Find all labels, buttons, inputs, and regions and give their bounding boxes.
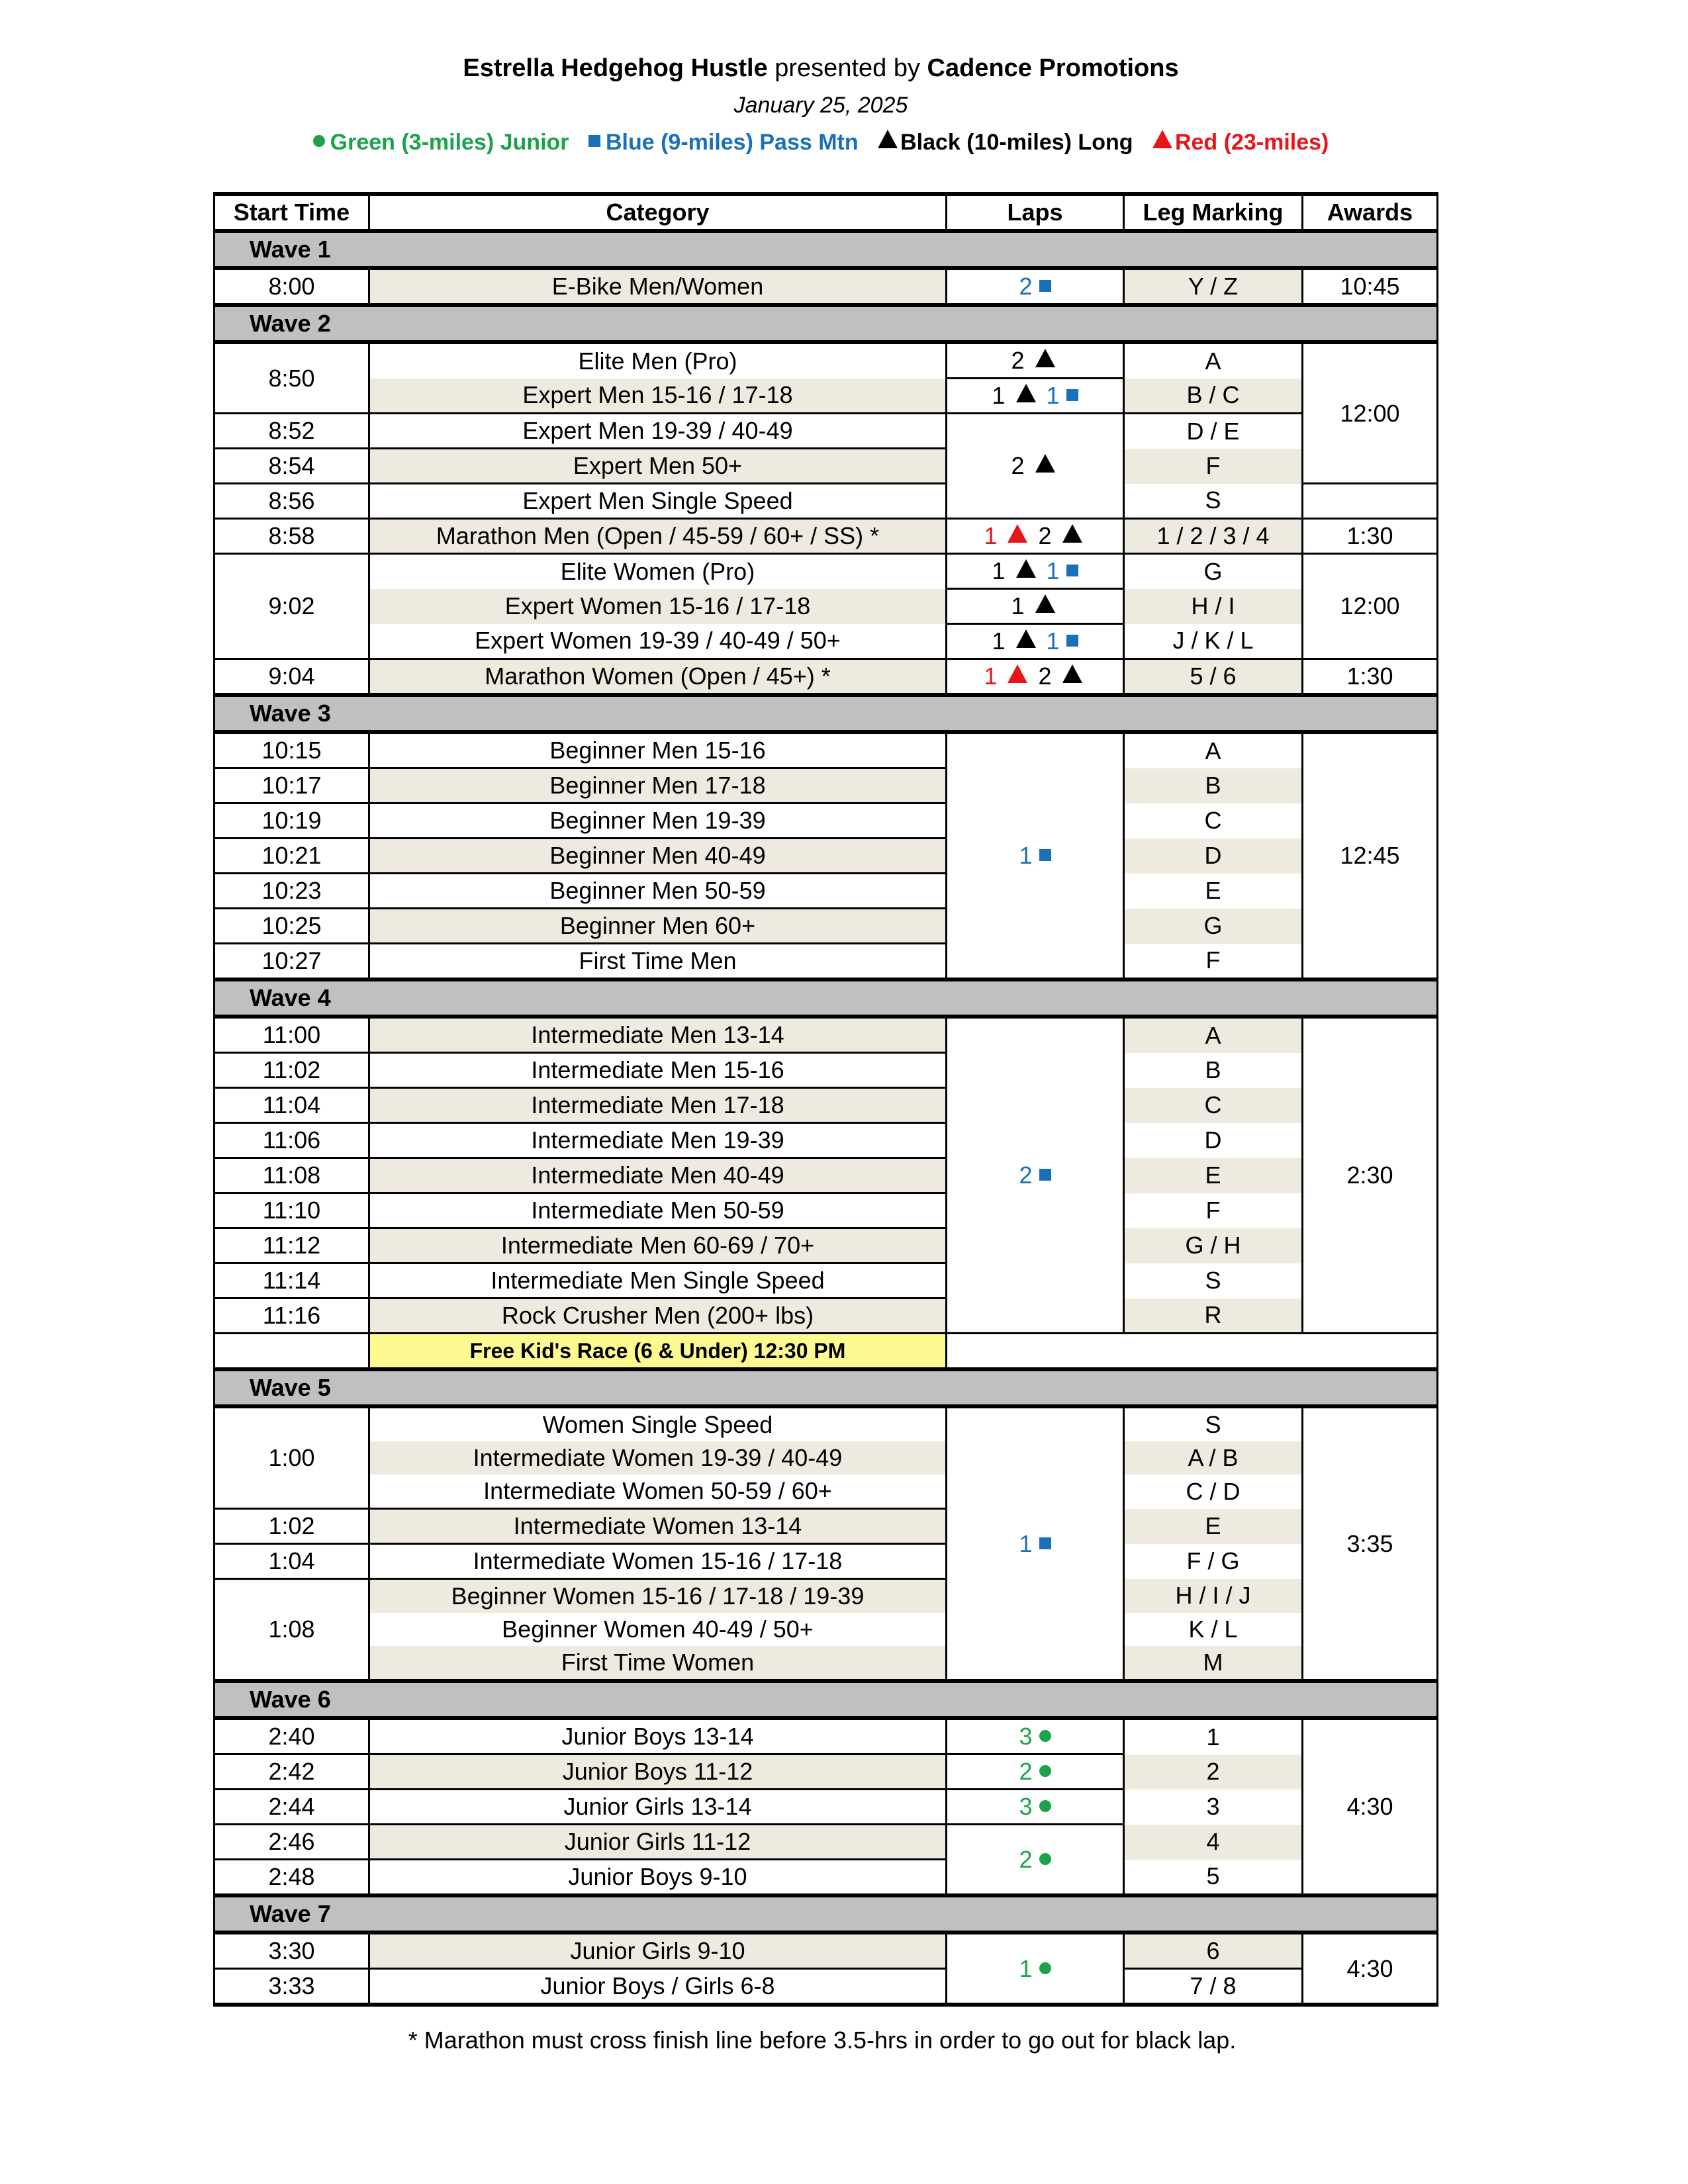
leg-marking: G: [1124, 554, 1303, 589]
laps: 1 2: [947, 519, 1124, 554]
triangle-icon: [1008, 664, 1027, 683]
leg-marking: 3: [1124, 1790, 1303, 1825]
column-header: Laps: [947, 194, 1124, 231]
circle-icon: [1039, 1853, 1051, 1865]
wave-label: Wave 1: [214, 231, 1438, 268]
table-row: [214, 1228, 1438, 1263]
category: Elite Women (Pro): [369, 554, 947, 589]
category: Elite Men (Pro): [369, 342, 947, 379]
square-icon: [1039, 280, 1051, 292]
leg-marking: D: [1124, 839, 1303, 874]
start-time: 8:54: [214, 449, 369, 484]
leg-marking: 5 / 6: [1124, 659, 1303, 696]
table-row: [214, 1263, 1438, 1298]
leg-marking: 1: [1124, 1718, 1303, 1754]
leg-marking: 7 / 8: [1124, 1969, 1303, 2005]
category: Intermediate Men 60-69 / 70+: [369, 1228, 947, 1263]
start-time: 10:21: [214, 839, 369, 874]
laps: 2: [947, 1825, 1124, 1896]
wave-label: Wave 6: [214, 1681, 1438, 1718]
leg-marking: S: [1124, 1406, 1303, 1441]
square-icon: [1039, 1537, 1051, 1549]
table-row: [214, 1193, 1438, 1228]
leg-marking: F: [1124, 944, 1303, 980]
leg-marking: S: [1124, 1263, 1303, 1298]
triangle-icon: [1152, 130, 1172, 148]
legend-green: Green (3-miles) Junior: [313, 130, 569, 155]
laps: 2: [947, 268, 1124, 305]
triangle-icon: [1016, 629, 1036, 648]
wave-label: Wave 3: [214, 695, 1438, 732]
start-time: 8:58: [214, 519, 369, 554]
table-row: [214, 342, 1438, 379]
triangle-icon: [1035, 349, 1055, 367]
table-row: [214, 874, 1438, 909]
category: Junior Boys 11-12: [369, 1754, 947, 1790]
awards: 1:30: [1303, 659, 1438, 696]
table-row: [214, 379, 1438, 414]
laps: 2: [947, 1017, 1124, 1334]
table-row: [214, 1475, 1438, 1509]
footnote: * Marathon must cross finish line before 3.5-hrs in order to go out for black lap.: [408, 2026, 1237, 2054]
laps: 2: [947, 342, 1124, 379]
start-time: 2:42: [214, 1754, 369, 1790]
table-row: [214, 1509, 1438, 1544]
category: Intermediate Men 13-14: [369, 1017, 947, 1053]
table-row: [214, 1441, 1438, 1475]
start-time: 11:14: [214, 1263, 369, 1298]
leg-marking: D / E: [1124, 414, 1303, 449]
leg-marking: E: [1124, 1158, 1303, 1193]
table-row: [214, 1790, 1438, 1825]
leg-marking: F: [1124, 449, 1303, 484]
category: Beginner Men 50-59: [369, 874, 947, 909]
category: Beginner Men 19-39: [369, 803, 947, 839]
start-time: 8:50: [214, 342, 369, 414]
category: Junior Boys 9-10: [369, 1860, 947, 1896]
start-time: 10:15: [214, 732, 369, 768]
wave-row: [214, 231, 1438, 268]
legend-black: Black (10-miles) Long: [878, 130, 1133, 155]
start-time: 8:52: [214, 414, 369, 449]
awards: 12:00: [1303, 554, 1438, 659]
start-time: 10:17: [214, 768, 369, 803]
table-row: [214, 1579, 1438, 1614]
leg-marking: A: [1124, 1017, 1303, 1053]
event-title: [0, 52, 1642, 85]
awards: 10:45: [1303, 268, 1438, 305]
start-time: 10:25: [214, 909, 369, 944]
wave-row: [214, 1895, 1438, 1933]
category: Expert Men Single Speed: [369, 484, 947, 519]
table-row: [214, 1613, 1438, 1646]
leg-marking: 1 / 2 / 3 / 4: [1124, 519, 1303, 554]
category: Intermediate Men 40-49: [369, 1158, 947, 1193]
table-row: [214, 1158, 1438, 1193]
promoter-name: Cadence Promotions: [927, 54, 1179, 82]
wave-row: [214, 1681, 1438, 1718]
schedule-table: [213, 192, 1438, 2007]
leg-marking: 4: [1124, 1825, 1303, 1860]
table-row: [214, 268, 1438, 305]
category: Junior Boys 13-14: [369, 1718, 947, 1754]
start-time: 8:56: [214, 484, 369, 519]
table-row: [214, 1088, 1438, 1123]
category: Rock Crusher Men (200+ lbs): [369, 1298, 947, 1334]
square-icon: [588, 135, 600, 147]
circle-icon: [1039, 1962, 1051, 1974]
category: Expert Women 19-39 / 40-49 / 50+: [369, 624, 947, 659]
leg-marking: R: [1124, 1298, 1303, 1334]
table-row: [214, 944, 1438, 980]
wave-label: Wave 5: [214, 1369, 1438, 1406]
start-time: 1:08: [214, 1579, 369, 1682]
start-time: 1:00: [214, 1406, 369, 1509]
leg-marking: H / I / J: [1124, 1579, 1303, 1614]
category: Expert Men 19-39 / 40-49: [369, 414, 947, 449]
leg-marking: J / K / L: [1124, 624, 1303, 659]
awards: 12:00: [1303, 342, 1438, 484]
empty-cell: [947, 1334, 1438, 1370]
column-header: Category: [369, 194, 947, 231]
start-time: 10:27: [214, 944, 369, 980]
leg-marking: 5: [1124, 1860, 1303, 1896]
column-header: Awards: [1303, 194, 1438, 231]
category: Expert Men 15-16 / 17-18: [369, 379, 947, 414]
leg-marking: G: [1124, 909, 1303, 944]
leg-marking: G / H: [1124, 1228, 1303, 1263]
category: Beginner Women 15-16 / 17-18 / 19-39: [369, 1579, 947, 1614]
event-date: January 25, 2025: [733, 93, 908, 118]
start-time: 2:48: [214, 1860, 369, 1896]
wave-row: [214, 979, 1438, 1017]
category: Beginner Women 40-49 / 50+: [369, 1613, 947, 1646]
awards: 3:35: [1303, 1406, 1438, 1681]
wave-label: Wave 2: [214, 305, 1438, 342]
start-time: 11:16: [214, 1298, 369, 1334]
table-row: [214, 484, 1438, 519]
table-row: [214, 1406, 1438, 1441]
legend-red: Red (23-miles): [1152, 130, 1329, 155]
kids-race-note: Free Kid's Race (6 & Under) 12:30 PM: [369, 1334, 947, 1370]
wave-row: [214, 1369, 1438, 1406]
leg-marking: A: [1124, 342, 1303, 379]
laps: 1: [947, 1933, 1124, 2005]
triangle-icon: [1016, 384, 1036, 402]
start-time: 9:04: [214, 659, 369, 696]
awards: [1303, 484, 1438, 519]
wave-label: Wave 4: [214, 979, 1438, 1017]
triangle-icon: [1035, 594, 1055, 613]
table-row: [214, 624, 1438, 659]
category: First Time Men: [369, 944, 947, 980]
table-header-row: [214, 194, 1438, 231]
laps: 1: [947, 589, 1124, 624]
circle-icon: [1039, 1765, 1051, 1777]
start-time: 2:46: [214, 1825, 369, 1860]
event-name: Estrella Hedgehog Hustle: [463, 54, 768, 82]
start-time: 2:44: [214, 1790, 369, 1825]
table-row: [214, 1646, 1438, 1681]
course-legend: [0, 126, 1642, 159]
leg-marking: A: [1124, 732, 1303, 768]
start-time: 1:04: [214, 1544, 369, 1579]
start-time: 11:02: [214, 1053, 369, 1088]
table-row: [214, 839, 1438, 874]
category: Beginner Men 40-49: [369, 839, 947, 874]
category: Intermediate Women 19-39 / 40-49: [369, 1441, 947, 1475]
category: Intermediate Men 15-16: [369, 1053, 947, 1088]
laps: 1: [947, 732, 1124, 979]
start-time: 11:04: [214, 1088, 369, 1123]
circle-icon: [313, 135, 325, 147]
wave-row: [214, 305, 1438, 342]
table-row: [214, 414, 1438, 449]
table-row: [214, 1053, 1438, 1088]
category: Beginner Men 15-16: [369, 732, 947, 768]
start-time: 1:02: [214, 1509, 369, 1544]
leg-marking: 2: [1124, 1754, 1303, 1790]
start-time: 3:33: [214, 1969, 369, 2005]
leg-marking: C / D: [1124, 1475, 1303, 1509]
wave-row: [214, 695, 1438, 732]
legend-blue: Blue (9-miles) Pass Mtn: [588, 130, 859, 155]
start-time: [214, 1334, 369, 1370]
laps: 2: [947, 1754, 1124, 1790]
leg-marking: Y / Z: [1124, 268, 1303, 305]
table-row: [214, 1860, 1438, 1896]
awards: 1:30: [1303, 519, 1438, 554]
leg-marking: A / B: [1124, 1441, 1303, 1475]
table-row: [214, 1298, 1438, 1334]
awards: 12:45: [1303, 732, 1438, 979]
table-row: [214, 909, 1438, 944]
square-icon: [1066, 635, 1078, 647]
start-time: 11:08: [214, 1158, 369, 1193]
table-row: [214, 768, 1438, 803]
laps: 3: [947, 1718, 1124, 1754]
start-time: 11:10: [214, 1193, 369, 1228]
table-row: [214, 1123, 1438, 1158]
leg-marking: C: [1124, 1088, 1303, 1123]
awards: 2:30: [1303, 1017, 1438, 1334]
leg-marking: D: [1124, 1123, 1303, 1158]
square-icon: [1066, 565, 1078, 576]
start-time: 9:02: [214, 554, 369, 659]
table-row: [214, 1544, 1438, 1579]
triangle-icon: [1062, 664, 1082, 683]
category: Intermediate Women 13-14: [369, 1509, 947, 1544]
leg-marking: S: [1124, 484, 1303, 519]
awards: 4:30: [1303, 1718, 1438, 1895]
start-time: 2:40: [214, 1718, 369, 1754]
table-row: [214, 659, 1438, 696]
column-header: Start Time: [214, 194, 369, 231]
category: First Time Women: [369, 1646, 947, 1681]
square-icon: [1039, 1169, 1051, 1181]
column-header: Leg Marking: [1124, 194, 1303, 231]
triangle-icon: [1016, 559, 1036, 578]
table-row: [214, 1718, 1438, 1754]
circle-icon: [1039, 1800, 1051, 1812]
square-icon: [1039, 849, 1051, 861]
start-time: 10:23: [214, 874, 369, 909]
start-time: 10:19: [214, 803, 369, 839]
category: Intermediate Men 19-39: [369, 1123, 947, 1158]
leg-marking: B: [1124, 768, 1303, 803]
laps: 1 1: [947, 624, 1124, 659]
leg-marking: E: [1124, 874, 1303, 909]
table-row: [214, 803, 1438, 839]
category: Marathon Women (Open / 45+) *: [369, 659, 947, 696]
awards: 4:30: [1303, 1933, 1438, 2005]
leg-marking: F: [1124, 1193, 1303, 1228]
table-row: [214, 1933, 1438, 1969]
table-row: [214, 1017, 1438, 1053]
start-time: 3:30: [214, 1933, 369, 1969]
category: Junior Girls 9-10: [369, 1933, 947, 1969]
category: Expert Women 15-16 / 17-18: [369, 589, 947, 624]
leg-marking: F / G: [1124, 1544, 1303, 1579]
laps: 2: [947, 414, 1124, 519]
square-icon: [1066, 389, 1078, 401]
category: Intermediate Men 50-59: [369, 1193, 947, 1228]
leg-marking: H / I: [1124, 589, 1303, 624]
table-row: [214, 1825, 1438, 1860]
laps: 3: [947, 1790, 1124, 1825]
category: Beginner Men 60+: [369, 909, 947, 944]
table-row: [214, 449, 1438, 484]
table-row: [214, 1754, 1438, 1790]
triangle-icon: [1035, 454, 1055, 473]
leg-marking: B: [1124, 1053, 1303, 1088]
table-row: [214, 589, 1438, 624]
presented-by-text: presented by: [767, 54, 927, 82]
laps: 1: [947, 1406, 1124, 1681]
category: Junior Girls 11-12: [369, 1825, 947, 1860]
table-row: [214, 554, 1438, 589]
category: Women Single Speed: [369, 1406, 947, 1441]
leg-marking: M: [1124, 1646, 1303, 1681]
laps: 1 2: [947, 659, 1124, 696]
category: Beginner Men 17-18: [369, 768, 947, 803]
leg-marking: K / L: [1124, 1613, 1303, 1646]
triangle-icon: [1008, 524, 1027, 543]
table-row: [214, 732, 1438, 768]
start-time: 11:12: [214, 1228, 369, 1263]
start-time: 8:00: [214, 268, 369, 305]
triangle-icon: [1062, 524, 1082, 543]
table-row: [214, 1969, 1438, 2005]
kids-race-row: [214, 1334, 1438, 1370]
category: Junior Boys / Girls 6-8: [369, 1969, 947, 2005]
category: Junior Girls 13-14: [369, 1790, 947, 1825]
wave-label: Wave 7: [214, 1895, 1438, 1933]
document-header: [0, 52, 1642, 159]
category: Expert Men 50+: [369, 449, 947, 484]
laps: 1 1: [947, 379, 1124, 414]
category: Intermediate Women 50-59 / 60+: [369, 1475, 947, 1509]
category: Intermediate Men 17-18: [369, 1088, 947, 1123]
start-time: 11:06: [214, 1123, 369, 1158]
circle-icon: [1039, 1730, 1051, 1742]
laps: 1 1: [947, 554, 1124, 589]
leg-marking: 6: [1124, 1933, 1303, 1969]
category: Marathon Men (Open / 45-59 / 60+ / SS) *: [369, 519, 947, 554]
leg-marking: E: [1124, 1509, 1303, 1544]
table-row: [214, 519, 1438, 554]
category: E-Bike Men/Women: [369, 268, 947, 305]
start-time: 11:00: [214, 1017, 369, 1053]
leg-marking: C: [1124, 803, 1303, 839]
triangle-icon: [878, 130, 898, 148]
category: Intermediate Men Single Speed: [369, 1263, 947, 1298]
category: Intermediate Women 15-16 / 17-18: [369, 1544, 947, 1579]
leg-marking: B / C: [1124, 379, 1303, 414]
